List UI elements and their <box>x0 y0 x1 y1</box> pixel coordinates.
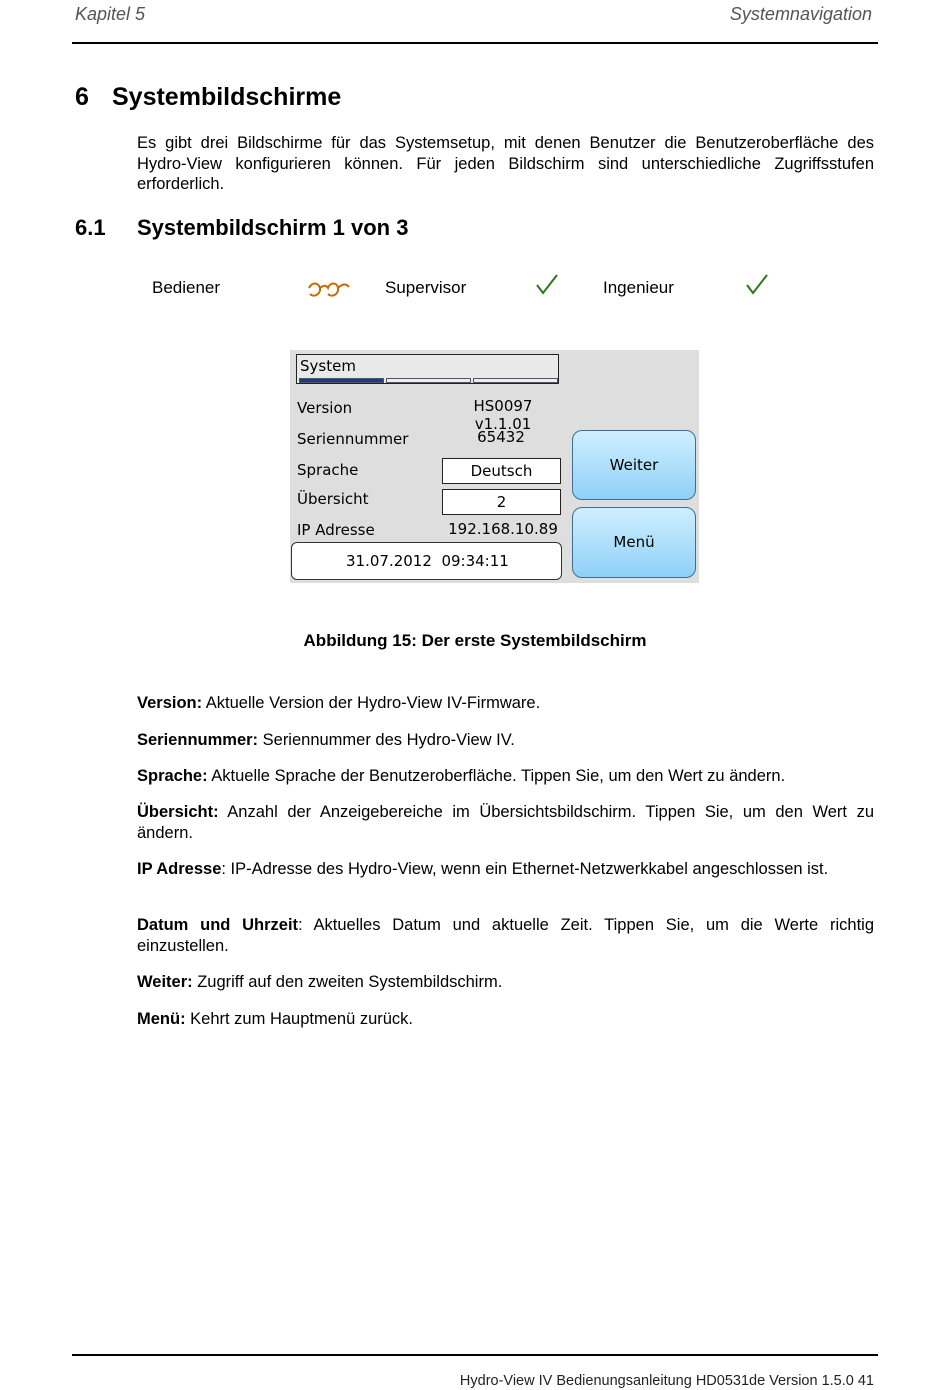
section-heading <box>75 83 341 112</box>
footer-divider <box>72 1354 878 1356</box>
definition-term: Sprache: <box>137 767 208 785</box>
checkmark-icon <box>745 273 769 299</box>
time-value: 09:34:11 <box>441 552 509 570</box>
version-value: HS0097 v1.1.01 <box>473 397 533 433</box>
definition-text: : IP-Adresse des Hydro-View, wenn ein Ethernet-Netzwerkkabel angeschlossen ist. <box>221 860 829 878</box>
language-field[interactable]: Deutsch <box>442 458 561 484</box>
page-indicator-2 <box>386 378 471 383</box>
screen-title-box <box>296 354 559 384</box>
definition-term: Datum und Uhrzeit <box>137 916 299 934</box>
access-level-operator: Bediener <box>152 278 221 297</box>
intro-paragraph: Es gibt drei Bildschirme für das Systemsetup, mit denen Benutzer die Benutzeroberfläche des Hydro-View konfigurieren können. Für jeden Bildschirm sind unterschiedliche Zugriffsstufen erforderlich. <box>137 134 874 193</box>
definition-text: Aktuelle Version der Hydro-View IV-Firmware. <box>202 694 541 712</box>
next-button[interactable]: Weiter <box>572 430 696 500</box>
definition-ip <box>137 859 874 880</box>
definition-term: Version: <box>137 694 203 712</box>
page-indicator-3 <box>473 378 558 383</box>
screen-title: System <box>300 357 356 375</box>
checkmark-icon <box>535 273 559 299</box>
section-number: 6 <box>75 83 89 111</box>
subsection-title: Systembildschirm 1 von 3 <box>137 215 409 240</box>
header-section: Systemnavigation <box>729 4 872 24</box>
language-label: Sprache <box>297 461 359 479</box>
header-chapter: Kapitel 5 <box>75 4 146 24</box>
footer-text: Hydro-View IV Bedienungsanleitung HD0531de Version 1.5.0 41 <box>459 1373 874 1389</box>
overview-field[interactable]: 2 <box>442 489 561 515</box>
ip-label: IP Adresse <box>297 521 375 539</box>
definition-term: Weiter: <box>137 973 193 991</box>
serial-label: Seriennummer <box>297 430 409 448</box>
section-title: Systembildschirme <box>112 83 342 111</box>
serial-value: 65432 <box>477 428 525 446</box>
definition-version <box>137 693 874 714</box>
access-level-engineer: Ingenieur <box>603 278 674 297</box>
definition-term: Übersicht: <box>137 803 219 821</box>
subsection-number: 6.1 <box>75 215 106 240</box>
definition-next <box>137 972 874 993</box>
access-level-supervisor: Supervisor <box>385 278 467 297</box>
header-divider <box>72 42 878 44</box>
figure-caption: Abbildung 15: Der erste Systembildschirm <box>303 631 647 650</box>
definition-text: : Aktuelles Datum und aktuelle Zeit. Tippen Sie, um die Werte richtig einzustellen. <box>137 916 874 955</box>
ip-value: 192.168.10.89 <box>448 520 558 538</box>
definition-text: Kehrt zum Hauptmenü zurück. <box>185 1010 414 1028</box>
menu-button[interactable]: Menü <box>572 507 696 578</box>
date-value: 31.07.2012 <box>346 552 432 570</box>
glasses-icon <box>306 280 352 308</box>
subsection-heading <box>75 215 408 241</box>
definition-text: Zugriff auf den zweiten Systembildschirm. <box>192 973 503 991</box>
date-time-field[interactable] <box>291 542 562 580</box>
page-indicator-1 <box>299 378 384 383</box>
definition-serial <box>137 730 874 751</box>
overview-label: Übersicht <box>297 490 369 508</box>
definition-date-time <box>137 915 874 956</box>
definition-term: Seriennummer: <box>137 731 259 749</box>
definition-language <box>137 766 874 787</box>
version-label: Version <box>297 399 353 417</box>
definition-text: Anzahl der Anzeigebereiche im Übersichtsbildschirm. Tippen Sie, um den Wert zu ändern. <box>137 803 874 842</box>
definition-text: Aktuelle Sprache der Benutzeroberfläche. Tippen Sie, um den Wert zu ändern. <box>207 767 786 785</box>
definition-menu <box>137 1009 874 1030</box>
definition-text: Seriennummer des Hydro-View IV. <box>258 731 515 749</box>
definition-term: Menü: <box>137 1010 186 1028</box>
definition-overview <box>137 802 874 843</box>
definition-term: IP Adresse <box>137 860 222 878</box>
system-screen-1 <box>290 350 699 583</box>
